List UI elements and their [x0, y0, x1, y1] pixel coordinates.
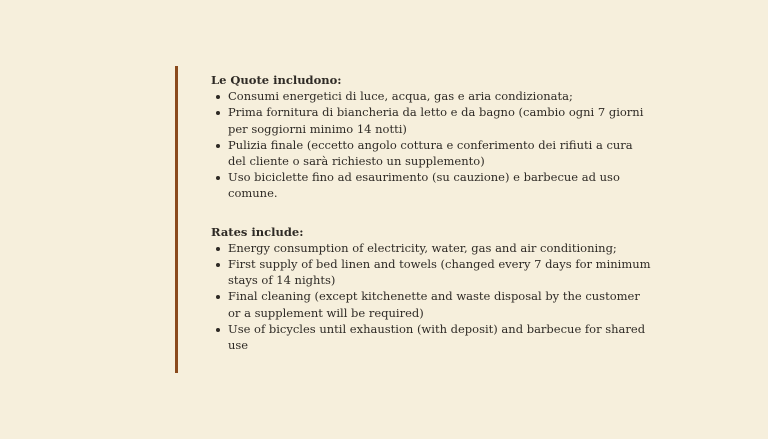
rates-content	[211, 72, 651, 353]
list-item: Prima fornitura di biancheria da letto e da bagno (cambio ogni 7 giorni per soggiorni minimo 14 notti)	[211, 104, 651, 136]
list-item: Pulizia finale (eccetto angolo cottura e conferimento dei rifiuti a cura del cliente o sarà richiesto un supplemento)	[211, 137, 651, 169]
list-item: Final cleaning (except kitchenette and waste disposal by the customer or a supplement will be required)	[211, 288, 651, 320]
list-item: Consumi energetici di luce, acqua, gas e aria condizionata;	[211, 88, 651, 104]
section-heading-italian: Le Quote includono:	[211, 73, 342, 87]
list-item: First supply of bed linen and towels (changed every 7 days for minimum stays of 14 nights)	[211, 256, 651, 288]
list-item: Use of bicycles until exhaustion (with deposit) and barbecue for shared use	[211, 321, 651, 353]
section-spacer	[211, 202, 651, 224]
english-section	[211, 224, 651, 354]
italian-list	[211, 88, 651, 201]
list-item: Uso biciclette fino ad esaurimento (su cauzione) e barbecue ad uso comune.	[211, 169, 651, 201]
list-item: Energy consumption of electricity, water, gas and air conditioning;	[211, 240, 651, 256]
accent-divider-bar	[175, 66, 178, 373]
italian-section	[211, 72, 651, 202]
english-list	[211, 240, 651, 353]
section-heading-english: Rates include:	[211, 224, 304, 239]
